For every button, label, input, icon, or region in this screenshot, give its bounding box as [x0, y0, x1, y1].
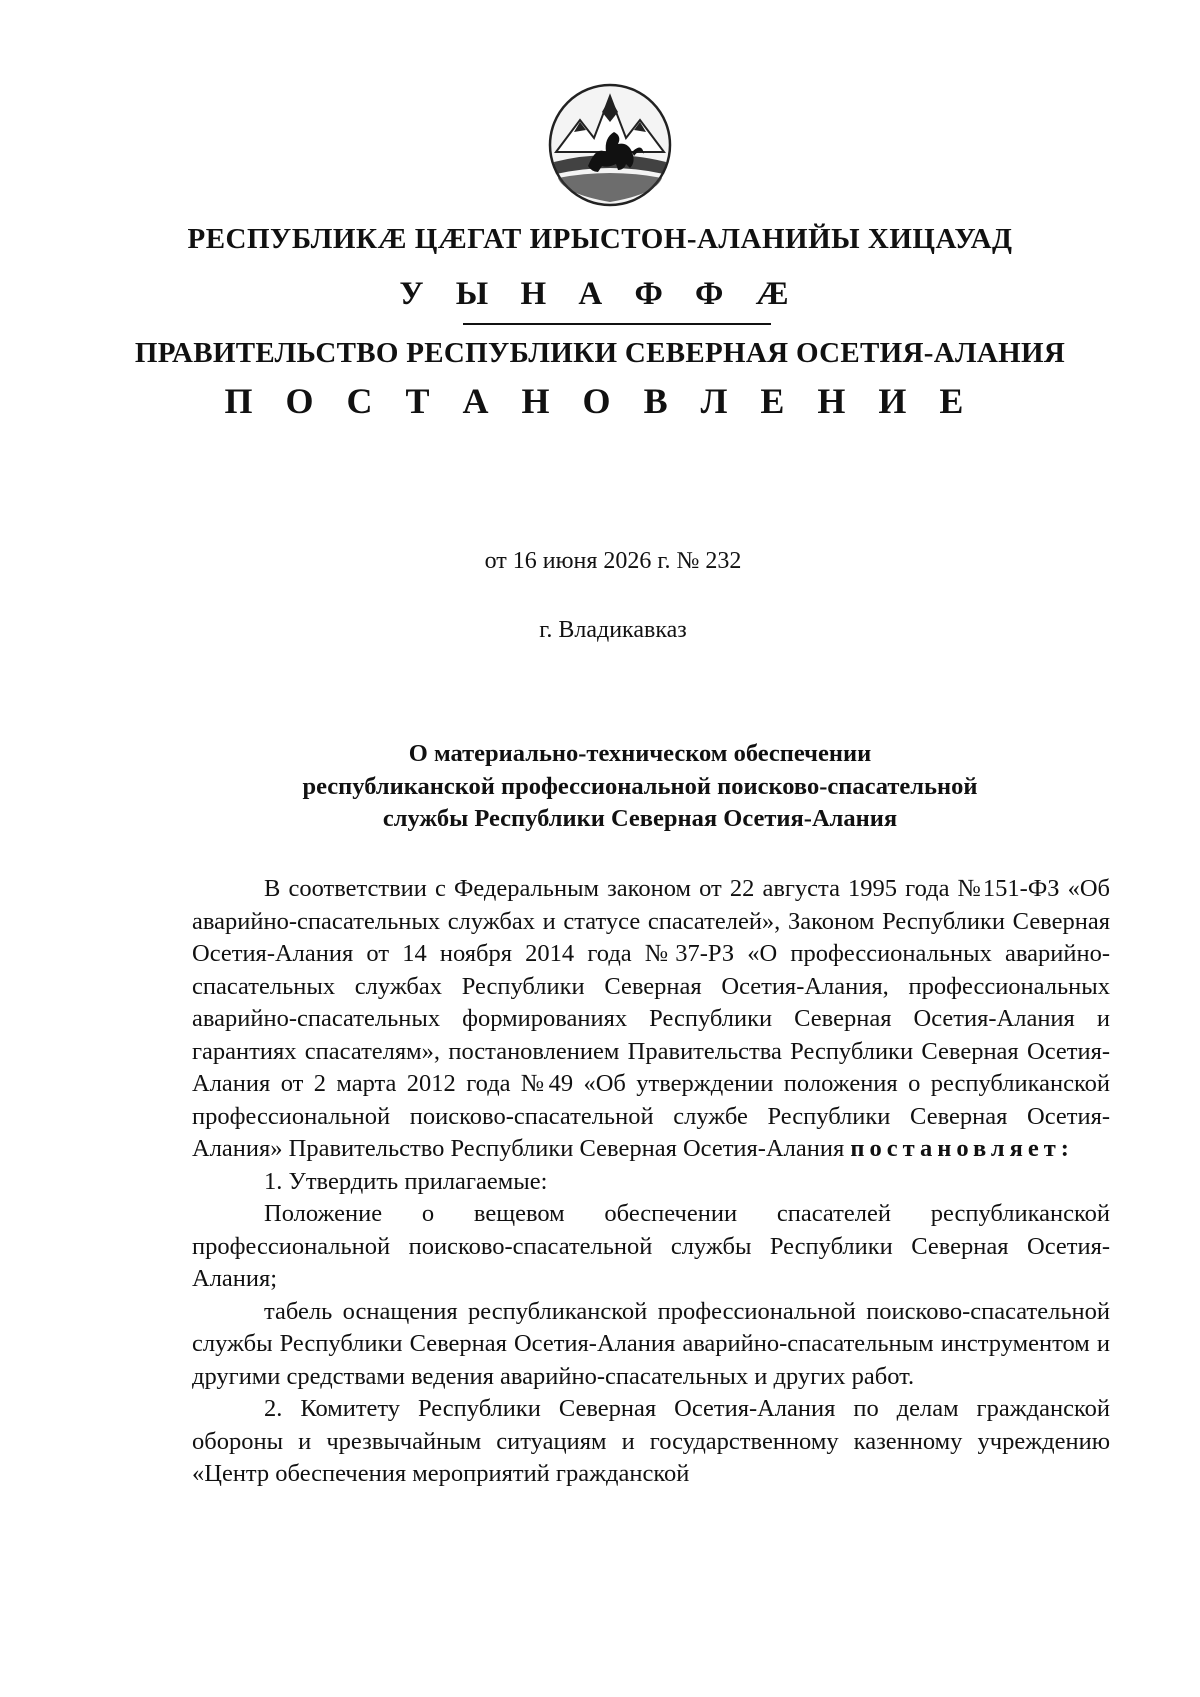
preamble-paragraph	[192, 873, 1110, 1166]
document-date-number: от 16 июня 2026 г. № 232	[484, 548, 742, 574]
title-line: республиканской профессиональной поисково-спасательной	[302, 772, 978, 800]
document-type-russian: П О С Т А Н О В Л Е Н И Е	[224, 381, 976, 421]
government-name-russian: ПРАВИТЕЛЬСТВО РЕСПУБЛИКИ СЕВЕРНАЯ ОСЕТИЯ-АЛАНИЯ	[134, 337, 1066, 369]
document-body	[192, 873, 1110, 1491]
header-underline	[463, 323, 771, 325]
clause-1-item-b: табель оснащения республиканской профессиональной поисково-спасательной службы Республики Северная Осетия-Алания аварийно-спасательным инструментом и другими средствами ведения аварийно-спасательных и других работ.	[192, 1297, 1110, 1390]
title-line: О материально-техническом обеспечении	[408, 740, 872, 767]
preamble-text: В соответствии с Федеральным законом от 22 августа 1995 года №151-ФЗ «Об аварийно-спасательных службах и статусе спасателей», Законом Республики Северная Осетия-Алания от 14 ноября 2014 года №37-РЗ «О профессиональных аварийно-спасательных службах Республики Северная Осетия-Алания, профессиональных аварийно-спасательных формированиях Республики Северная Осетия-Алания и гарантиях спасателям», постановлением Правительства Республики Северная Осетия-Алания от 2 марта 2012 года №49 «Об утверждении положения о республиканской профессиональной поисково-спасательной службе Республики Северная Осетия-Алания» Правительство Республики Северная Осетия-Алания	[192, 875, 1110, 1162]
resolves-word: постановляет:	[850, 1135, 1074, 1162]
coat-of-arms-emblem	[546, 82, 674, 208]
clause-1: 1. Утвердить прилагаемые:	[264, 1167, 548, 1195]
republic-name-ossetian: РЕСПУБЛИКÆ ЦÆГАТ ИРЫСТОН-АЛАНИЙЫ ХИЦАУАД	[187, 223, 1013, 255]
document-type-ossetian: У Ы Н А Ф Ф Æ	[399, 276, 801, 312]
title-line: службы Республики Северная Осетия-Алания	[382, 805, 898, 832]
document-title	[200, 738, 1080, 836]
clause-1-item-a: Положение о вещевом обеспечении спасателей республиканской профессиональной поисково-спасательной службы Республики Северная Осетия-Алания;	[192, 1200, 1110, 1292]
clause-2: 2. Комитету Республики Северная Осетия-Алания по делам гражданской обороны и чрезвычайным ситуациям и государственному казенному учреждению «Центр обеспечения мероприятий гражданской	[192, 1395, 1110, 1487]
document-city: г. Владикавказ	[539, 617, 687, 643]
